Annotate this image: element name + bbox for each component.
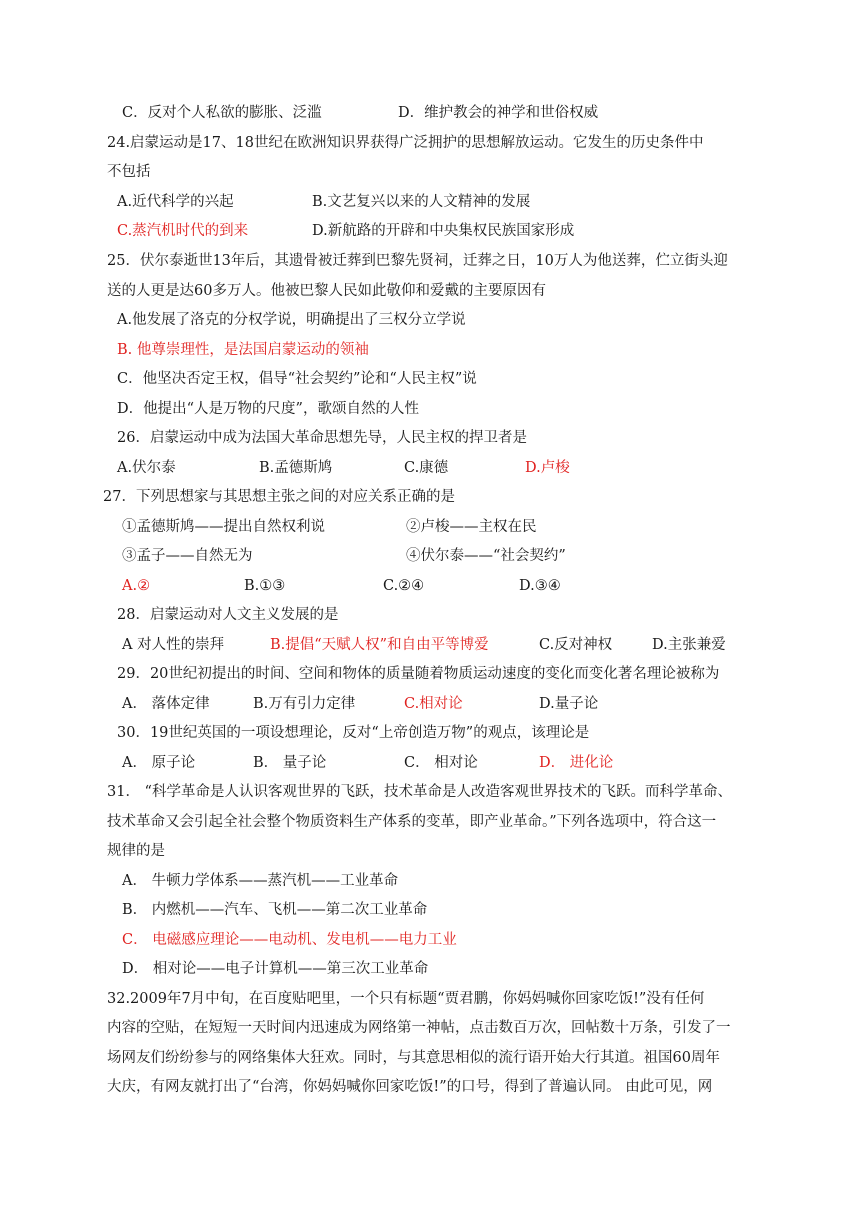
- q28-option-a: A 对人性的崇拜: [122, 637, 225, 653]
- q32-line-1: 32.2009年7月中旬，在百度贴吧里，一个只有标题“贾君鹏，你妈妈喊你回家吃饭!”没有任何: [107, 991, 705, 1007]
- q30-option-a: A． 原子论: [122, 755, 196, 771]
- q30-option-d-answer: D． 进化论: [539, 755, 614, 771]
- q29-option-d: D.量子论: [539, 696, 599, 712]
- q24-stem-line-2: 不包括: [107, 164, 151, 180]
- q28-option-d: D.主张兼爱: [652, 637, 726, 653]
- q27-item-3: ③孟子——自然无为: [122, 548, 253, 564]
- q27-option-d: D.③④: [519, 578, 561, 594]
- q31-option-b: B． 内燃机——汽车、飞机——第二次工业革命: [122, 902, 428, 918]
- q26-stem: 26．启蒙运动中成为法国大革命思想先导，人民主权的捍卫者是: [117, 430, 527, 446]
- q29-option-c-answer: C.相对论: [404, 696, 463, 712]
- q23-option-c: C．反对个人私欲的膨胀、泛滥: [122, 105, 322, 121]
- q29-option-b: B.万有引力定律: [253, 696, 356, 712]
- q31-option-c-answer: C． 电磁感应理论——电动机、发电机——电力工业: [122, 932, 457, 948]
- q24-option-c-answer: C.蒸汽机时代的到来: [117, 223, 249, 239]
- q23-option-d: D．维护教会的神学和世俗权威: [398, 105, 599, 121]
- q24-option-d: D.新航路的开辟和中央集权民族国家形成: [312, 223, 575, 239]
- q27-item-2: ②卢梭——主权在民: [406, 519, 537, 535]
- q28-stem: 28．启蒙运动对人文主义发展的是: [117, 607, 339, 623]
- q27-option-c: C.②④: [383, 578, 425, 594]
- q27-stem: 27．下列思想家与其思想主张之间的对应关系正确的是: [103, 489, 455, 505]
- q25-option-c: C．他坚决否定王权，倡导“社会契约”论和“人民主权”说: [117, 371, 477, 387]
- q26-option-b: B.孟德斯鸠: [259, 460, 333, 476]
- q26-option-a: A.伏尔泰: [117, 460, 176, 476]
- q31-option-d: D． 相对论——电子计算机——第三次工业革命: [122, 961, 429, 977]
- q31-stem-line-3: 规律的是: [107, 843, 165, 859]
- q28-option-b-answer: B.提倡“天赋人权”和自由平等博爱: [270, 637, 489, 653]
- q26-option-d-answer: D.卢梭: [525, 460, 570, 476]
- q27-item-1: ①孟德斯鸠——提出自然权利说: [122, 519, 325, 535]
- q27-item-4: ④伏尔泰——“社会契约”: [406, 548, 566, 564]
- q27-option-b: B.①③: [244, 578, 286, 594]
- q30-stem: 30．19世纪英国的一项设想理论，反对“上帝创造万物”的观点，该理论是: [117, 725, 590, 741]
- q25-option-b-answer: B. 他尊崇理性，是法国启蒙运动的领袖: [117, 342, 369, 358]
- q30-option-b: B． 量子论: [253, 755, 327, 771]
- q25-option-a: A.他发展了洛克的分权学说，明确提出了三权分立学说: [117, 312, 466, 328]
- q25-stem-line-1: 25．伏尔泰逝世13年后，其遗骨被迁葬到巴黎先贤祠，迁葬之日，10万人为他送葬，伫立街头迎: [107, 253, 728, 269]
- q29-stem: 29．20世纪初提出的时间、空间和物体的质量随着物质运动速度的变化而变化著名理论被称为: [117, 666, 720, 682]
- q24-option-a: A.近代科学的兴起: [117, 194, 234, 210]
- q28-option-c: C.反对神权: [539, 637, 613, 653]
- q32-line-3: 场网友们纷纷参与的网络集体大狂欢。同时，与其意思相似的流行语开始大行其道。祖国60周年: [107, 1050, 720, 1066]
- q32-line-4: 大庆，有网友就打出了“台湾，你妈妈喊你回家吃饭!”的口号，得到了普遍认同。 由此可见，网: [107, 1079, 713, 1095]
- q32-line-2: 内容的空贴，在短短一天时间内迅速成为网络第一神帖，点击数百万次，回帖数十万条，引发了一: [107, 1020, 731, 1036]
- q29-option-a: A． 落体定律: [122, 696, 210, 712]
- q25-option-d: D．他提出“人是万物的尺度”，歌颂自然的人性: [117, 401, 419, 417]
- q31-stem-line-2: 技术革命又会引起全社会整个物质资料生产体系的变革，即产业革命。”下列各选项中，符合这一: [107, 814, 717, 830]
- q30-option-c: C． 相对论: [404, 755, 478, 771]
- q24-stem-line-1: 24.启蒙运动是17、18世纪在欧洲知识界获得广泛拥护的思想解放运动。它发生的历史条件中: [107, 135, 704, 151]
- q26-option-c: C.康德: [404, 460, 449, 476]
- q24-option-b: B.文艺复兴以来的人文精神的发展: [312, 194, 531, 210]
- q31-option-a: A． 牛顿力学体系——蒸汽机——工业革命: [122, 873, 399, 889]
- q31-stem-line-1: 31． “科学革命是人认识客观世界的飞跃，技术革命是人改造客观世界技术的飞跃。而科学革命、: [107, 784, 732, 800]
- q27-option-a-answer: A.②: [122, 578, 151, 594]
- q25-stem-line-2: 送的人更是达60多万人。他被巴黎人民如此敬仰和爱戴的主要原因有: [107, 283, 546, 299]
